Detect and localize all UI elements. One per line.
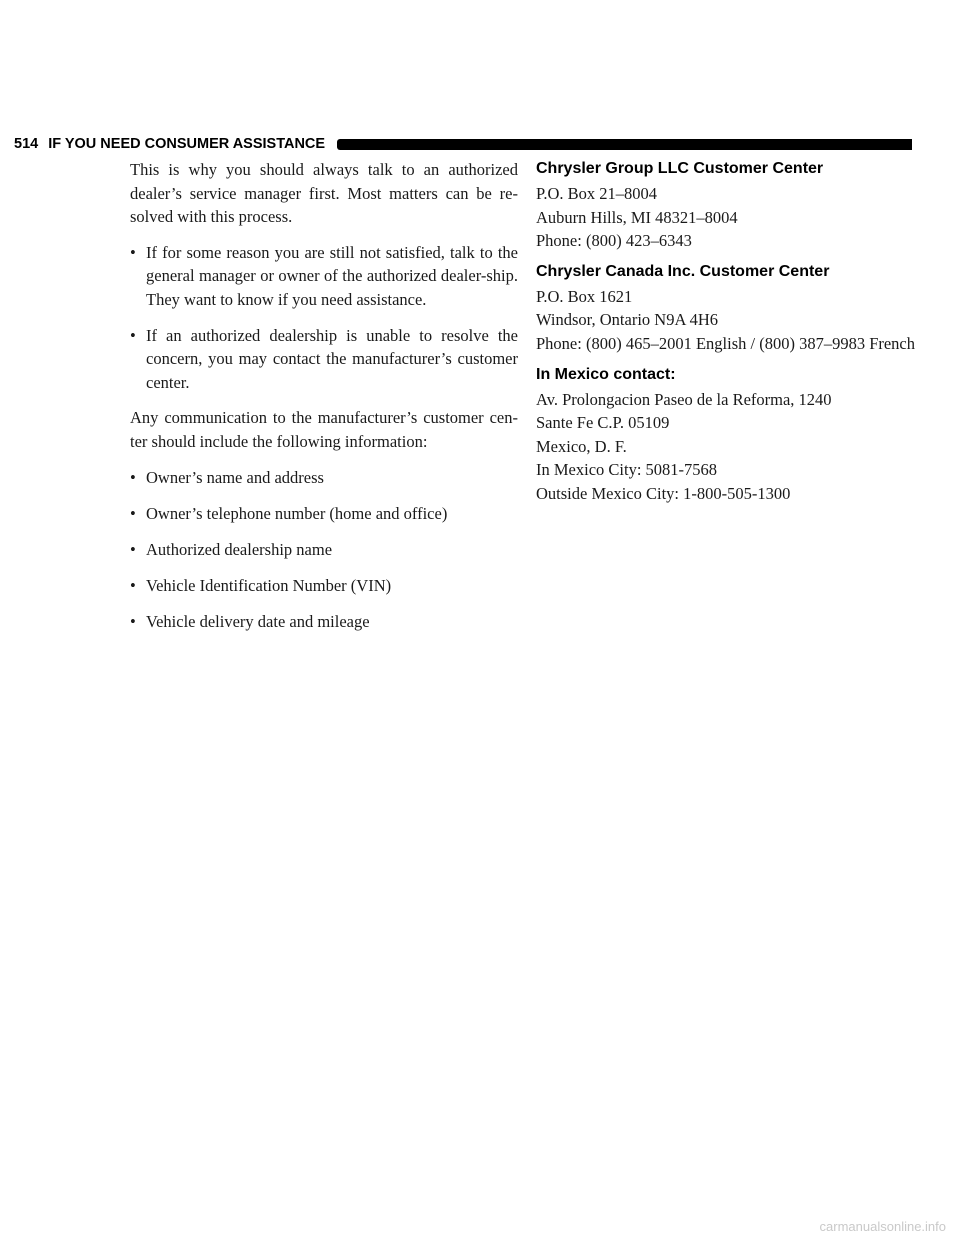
list-item (130, 466, 518, 490)
intro-paragraph: This is why you should always talk to an authorized dealer’s service manager first. Most matters can be re-solved with this process. (130, 160, 518, 227)
section-title: IF YOU NEED CONSUMER ASSISTANCE (48, 136, 326, 152)
contact-block-mexico (536, 364, 926, 506)
header-rule (337, 139, 912, 150)
page-number: 514 (14, 136, 39, 152)
contact-heading: Chrysler Canada Inc. Customer Center (536, 262, 830, 280)
bullet-icon: • (130, 611, 136, 631)
contact-phone: Phone: (800) 423–6343 (536, 231, 692, 251)
list-item-text: If for some reason you are still not satisfied, talk to the general manager or owner of the authorized dealer-ship. They want to know if you need assistance. (146, 242, 518, 309)
contact-block-chrysler-canada (536, 261, 926, 356)
bullet-icon: • (130, 242, 136, 262)
bullet-icon: • (130, 503, 136, 523)
contact-line: Auburn Hills, MI 48321–8004 (536, 207, 738, 227)
watermark: carmanualsonline.info (819, 1219, 946, 1234)
list-item (130, 324, 518, 395)
list-item (130, 241, 518, 312)
list-item-text: Owner’s name and address (146, 467, 324, 487)
list-item (130, 538, 518, 562)
right-column (536, 158, 926, 514)
bullet-icon: • (130, 575, 136, 595)
contact-line: P.O. Box 1621 (536, 286, 633, 306)
list-item-text: If an authorized dealership is unable to resolve the concern, you may contact the manufacturer’s customer center. (146, 325, 518, 392)
bullet-icon: • (130, 539, 136, 559)
contact-heading: In Mexico contact: (536, 365, 676, 383)
list-item-text: Authorized dealership name (146, 539, 333, 559)
list-item (130, 502, 518, 526)
contact-phone: Outside Mexico City: 1-800-505-1300 (536, 483, 791, 503)
info-intro-paragraph: Any communication to the manufacturer’s customer cen-ter should include the following information: (130, 408, 518, 451)
contact-line: Av. Prolongacion Paseo de la Reforma, 1240 (536, 389, 832, 409)
bullet-icon: • (130, 467, 136, 487)
contact-phone: In Mexico City: 5081-7568 (536, 460, 718, 480)
escalation-list (130, 241, 518, 395)
list-item (130, 610, 518, 634)
contact-line: Sante Fe C.P. 05109 (536, 413, 670, 433)
list-item-text: Owner’s telephone number (home and office) (146, 503, 448, 523)
contact-phone: Phone: (800) 465–2001 English / (800) 387–9983 French (536, 333, 916, 353)
list-item-text: Vehicle delivery date and mileage (146, 611, 370, 631)
list-item-text: Vehicle Identification Number (VIN) (146, 575, 392, 595)
list-item (130, 574, 518, 598)
left-column (130, 158, 518, 646)
contact-line: Mexico, D. F. (536, 436, 627, 456)
contact-heading: Chrysler Group LLC Customer Center (536, 160, 824, 177)
bullet-icon: • (130, 325, 136, 345)
page-header (14, 134, 912, 154)
contact-line: Windsor, Ontario N9A 4H6 (536, 310, 718, 330)
contact-line: P.O. Box 21–8004 (536, 184, 658, 203)
contact-block-chrysler-group (536, 158, 926, 253)
required-info-list (130, 466, 518, 634)
